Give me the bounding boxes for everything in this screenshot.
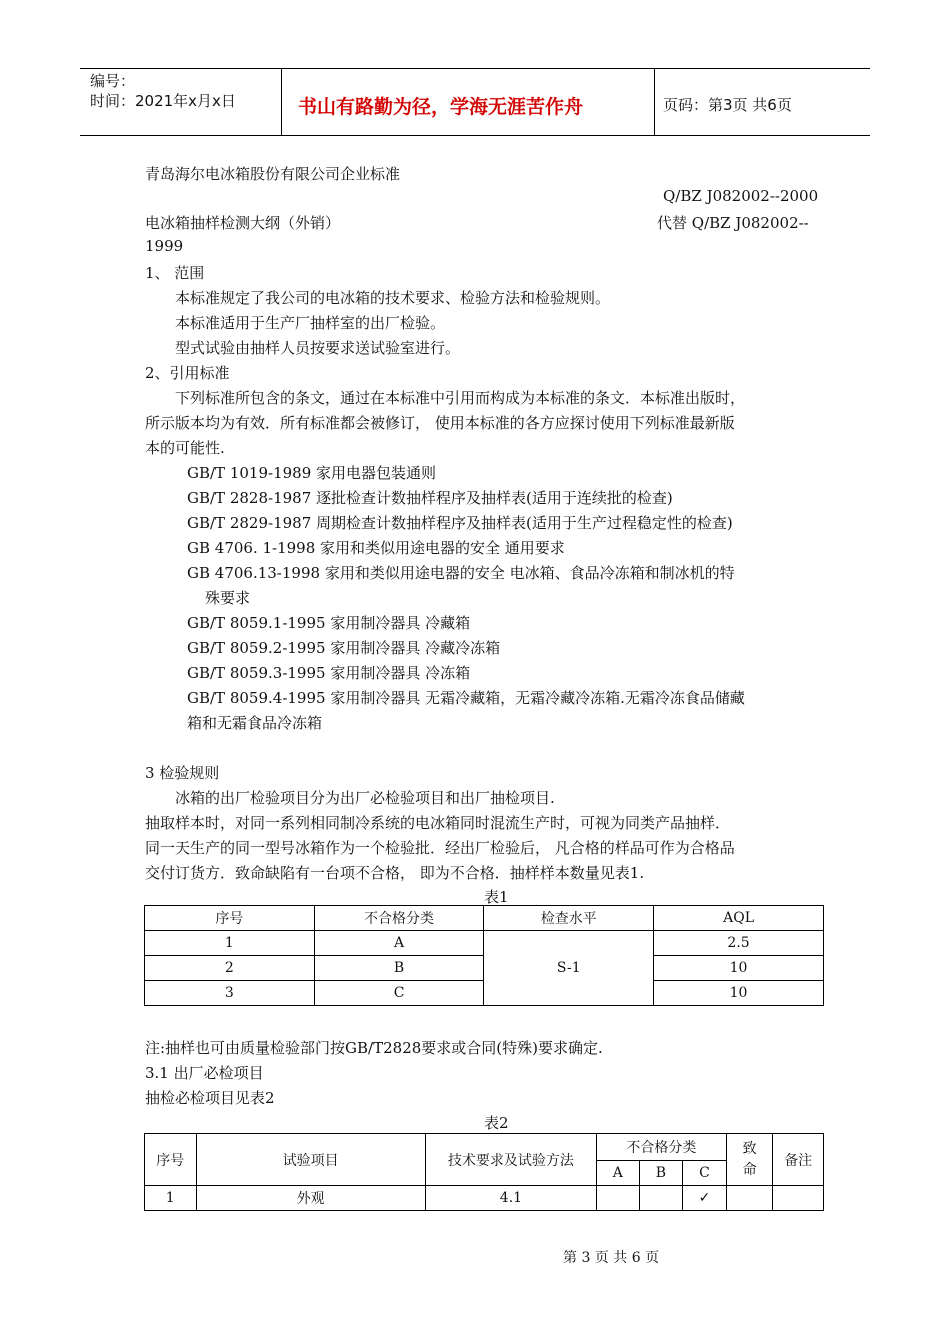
reference-item: GB 4706.13-1998 家用和类似用途电器的安全 电冰箱、食品冷冻箱和制冰机的特 [187, 564, 735, 582]
table-header-cell: AQL [654, 906, 824, 931]
section-1-para-3: 型式试验由抽样人员按要求送试验室进行。 [175, 339, 461, 357]
reference-item: GB/T 8059.3-1995 家用制冷器具 冷冻箱 [187, 664, 471, 682]
table-cell: 2 [145, 956, 315, 981]
section-3-line-3: 同一天生产的同一型号冰箱作为一个检验批．经出厂检验后， 凡合格的样品可作为合格品 [145, 839, 735, 857]
reference-item: GB 4706. 1-1998 家用和类似用途电器的安全 通用要求 [187, 539, 565, 557]
section-2-para-line-1: 下列标准所包含的条文，通过在本标准中引用而构成为本标准的条文．本标准出版时， [175, 389, 746, 407]
table-cell: A [314, 931, 484, 956]
sampling-note: 注:抽样也可由质量检验部门按GB/T2828要求或合同(特殊)要求确定. [145, 1039, 603, 1057]
header-bottom-rule [80, 135, 870, 136]
reference-item: GB/T 1019-1989 家用电器包装通则 [187, 464, 437, 482]
section-1-para-2: 本标准适用于生产厂抽样室的出厂检验。 [175, 314, 446, 332]
table-cell [726, 1186, 773, 1211]
reference-item: GB/T 8059.2-1995 家用制冷器具 冷藏冷冻箱 [187, 639, 501, 657]
table-header-cell: 不合格分类 [596, 1134, 726, 1161]
company-standard: 青岛海尔电冰箱股份有限公司企业标准 [145, 165, 401, 183]
header-divider-right [654, 68, 655, 135]
table-cell: 1 [145, 931, 315, 956]
table-header-cell: A [596, 1161, 639, 1186]
table-header-cell: 不合格分类 [314, 906, 484, 931]
table-cell: 10 [654, 956, 824, 981]
sampling-table [144, 905, 824, 1006]
table-cell: 10 [654, 981, 824, 1006]
section-3-1-line: 抽检必检项目见表2 [145, 1089, 275, 1107]
table-1-caption: 表1 [484, 888, 509, 906]
header-time-label: 时间：2021年x月x日 [90, 92, 236, 110]
section-1-heading: 1、 范围 [145, 264, 205, 282]
checkmark-icon: ✓ [683, 1186, 727, 1211]
document-title: 电冰箱抽样检测大纲（外销） [145, 214, 341, 232]
reference-item: GB/T 2828-1987 逐批检查计数抽样程序及抽样表(适用于连续批的检查) [187, 489, 673, 507]
table-header-cell: C [683, 1161, 727, 1186]
fatal-header-line-2: 命 [742, 1161, 757, 1178]
section-1-para-1: 本标准规定了我公司的电冰箱的技术要求、检验方法和检验规则。 [175, 289, 611, 307]
reference-item-continuation: 殊要求 [205, 589, 251, 607]
section-3-line-4: 交付订货方．致命缺陷有一台项不合格， 即为不合格．抽样样本数量见表1. [145, 864, 645, 882]
table-cell [773, 1186, 824, 1211]
replaces-year: 1999 [145, 237, 184, 255]
inspection-level-cell: S-1 [484, 931, 654, 1006]
reference-item: GB/T 8059.4-1995 家用制冷器具 无霜冷藏箱，无霜冷藏冷冻箱.无霜冷冻食品储藏 [187, 689, 745, 707]
section-3-line-1: 冰箱的出厂检验项目分为出厂必检验项目和出厂抽检项目. [175, 789, 555, 807]
table-cell [639, 1186, 683, 1211]
reference-item-continuation: 箱和无霜食品冷冻箱 [187, 714, 323, 732]
table-header-cell: 检查水平 [484, 906, 654, 931]
page-footer: 第 3 页 共 6 页 [563, 1250, 660, 1266]
section-2-para-line-3: 本的可能性. [145, 439, 225, 457]
header-page-label: 页码：第3页 共6页 [663, 96, 792, 114]
table-cell: 4.1 [425, 1186, 596, 1211]
header-divider-left [281, 68, 282, 135]
fatal-header-line-1: 致 [742, 1140, 757, 1157]
table-row [145, 1186, 824, 1211]
table-cell: C [314, 981, 484, 1006]
table-cell [596, 1186, 639, 1211]
section-3-heading: 3 检验规则 [145, 764, 220, 782]
reference-item: GB/T 2829-1987 周期检查计数抽样程序及抽样表(适用于生产过程稳定性的检查) [187, 514, 733, 532]
section-2-heading: 2、引用标准 [145, 364, 230, 382]
table-header-cell [726, 1134, 773, 1186]
replaces-code: 代替 Q/BZ J082002-- [657, 214, 809, 232]
table-cell: 1 [145, 1186, 197, 1211]
table-cell: 外观 [196, 1186, 425, 1211]
header-top-rule [80, 68, 870, 69]
table-header-cell: 技术要求及试验方法 [425, 1134, 596, 1186]
table-row [145, 931, 824, 956]
table-header-cell: 序号 [145, 1134, 197, 1186]
table-2-caption: 表2 [484, 1114, 509, 1132]
section-2-para-line-2: 所示版本均为有效．所有标准都会被修订， 使用本标准的各方应探讨使用下列标准最新版 [145, 414, 735, 432]
table-cell: 3 [145, 981, 315, 1006]
section-3-1-heading: 3.1 出厂必检项目 [145, 1064, 264, 1082]
header-motto: 书山有路勤为径，学海无涯苦作舟 [298, 96, 584, 118]
standard-code: Q/BZ J082002--2000 [663, 187, 819, 205]
header-number-label: 编号： [90, 72, 136, 90]
table-cell: 2.5 [654, 931, 824, 956]
table-header-cell: 备注 [773, 1134, 824, 1186]
required-inspection-table [144, 1133, 824, 1211]
reference-item: GB/T 8059.1-1995 家用制冷器具 冷藏箱 [187, 614, 471, 632]
table-header-cell: B [639, 1161, 683, 1186]
section-3-line-2: 抽取样本时，对同一系列相同制冷系统的电冰箱同时混流生产时，可视为同类产品抽样． [145, 814, 731, 832]
table-cell: B [314, 956, 484, 981]
table-header-cell: 试验项目 [196, 1134, 425, 1186]
table-header-cell: 序号 [145, 906, 315, 931]
